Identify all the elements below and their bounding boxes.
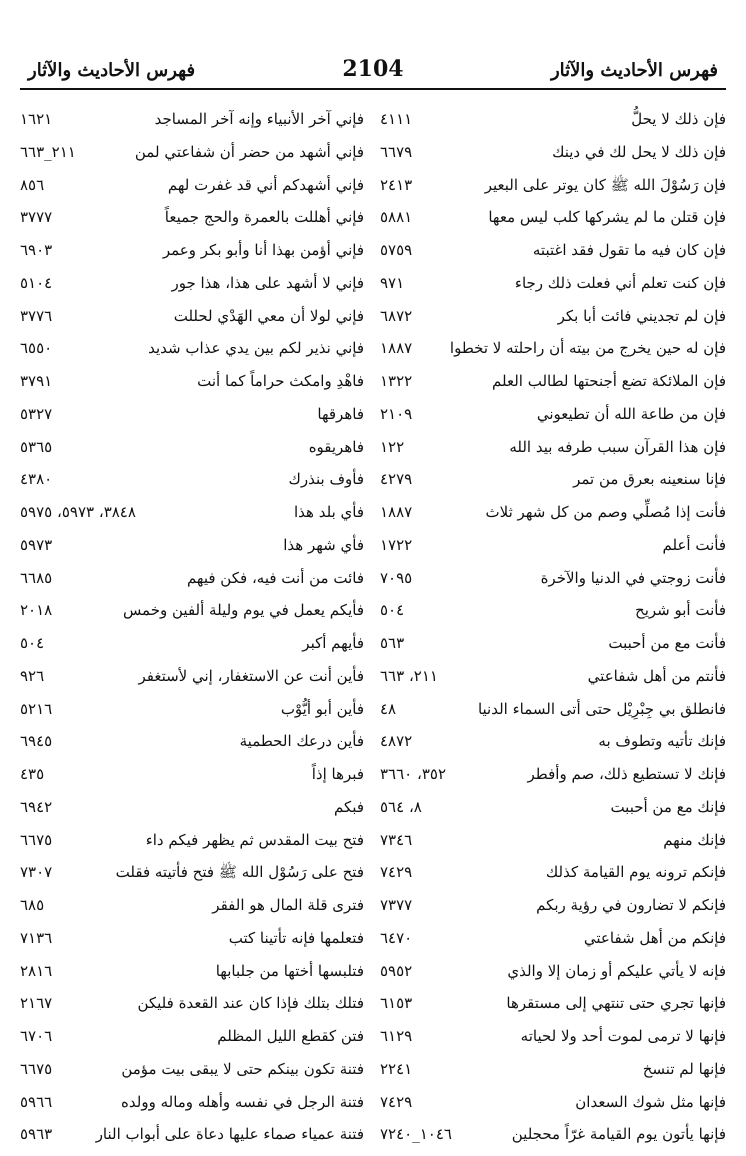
- right-hadith-number: ٦١٢٩: [380, 1027, 413, 1045]
- left-hadith-number: ٥٢١٦: [20, 699, 53, 718]
- header-title-right: فهرس الأحاديث والآثار: [550, 60, 718, 81]
- left-hadith-text: فأي بلد هذا: [294, 503, 364, 521]
- index-row: [20, 763, 726, 796]
- right-hadith-number: ٢٤١٣: [380, 175, 413, 194]
- left-hadith-text: فتح على رَسُوْل الله ﷺ فتح فأتيته فقلت: [115, 863, 364, 882]
- left-hadith-number: ٣٨٤٨، ٥٩٧٣، ٥٩٧٥: [20, 503, 136, 521]
- right-hadith-text: فأنتم من أهل شفاعتي: [587, 666, 726, 685]
- page-header: [20, 54, 726, 90]
- left-hadith-text: فترى قلة المال هو الفقر: [212, 896, 364, 914]
- left-hadith-text: فبكم: [334, 797, 364, 816]
- right-hadith-number: ٥٠٤: [380, 601, 405, 620]
- right-hadith-text: فإنكم ترونه يوم القيامة كذلك: [545, 863, 726, 882]
- right-hadith-text: فإنكم من أهل شفاعتي: [583, 928, 726, 947]
- right-hadith-text: فإنه لا يأتي عليكم أو زمان إلا والذي: [507, 961, 726, 980]
- right-hadith-text: فأنت زوجتي في الدنيا والآخرة: [540, 568, 726, 587]
- right-hadith-number: ٧٣٤٦: [380, 830, 413, 849]
- right-hadith-text: فإنك مع من أحببت: [610, 797, 726, 816]
- right-hadith-text: فإنكم لا تضارون في رؤية ربكم: [536, 896, 726, 914]
- right-hadith-text: فإن ذلك لا يحل لك في دينك: [552, 142, 726, 161]
- left-hadith-number: ٦٨٥: [20, 896, 45, 914]
- left-hadith-text: فاهْدِ وامكث حراماً كما أنت: [197, 372, 364, 390]
- right-hadith-number: ١٢٢: [380, 437, 405, 456]
- right-hadith-number: ٣٥٢، ٣٦٦٠: [380, 765, 447, 783]
- right-hadith-text: فإن كان فيه ما تقول فقد اغتبته: [532, 241, 726, 259]
- right-hadith-text: فإنك منهم: [663, 830, 726, 849]
- index-row: [20, 861, 726, 894]
- right-hadith-number: ٧٤٢٩: [380, 1092, 413, 1111]
- left-hadith-number: ٢١٦٧: [20, 994, 53, 1013]
- left-hadith-text: فتلبسها أختها من جلبابها: [215, 961, 364, 980]
- left-hadith-text: فتنة الرجل في نفسه وأهله وماله وولده: [121, 1092, 364, 1111]
- index-row: [20, 1123, 726, 1156]
- right-hadith-number: ٧٠٩٥: [380, 568, 413, 587]
- right-hadith-text: فإن من طاعة الله أن تطيعوني: [536, 404, 726, 423]
- left-hadith-number: ٢٨١٦: [20, 961, 53, 980]
- right-hadith-number: ٤٨٧٢: [380, 732, 413, 751]
- left-hadith-number: ٥٣٢٧: [20, 404, 53, 423]
- left-hadith-text: فإني نذير لكم بين يدي عذاب شديد: [148, 339, 364, 358]
- index-row: [20, 1025, 726, 1058]
- left-hadith-text: فتن كقطع الليل المظلم: [217, 1027, 364, 1045]
- right-hadith-number: ٥٧٥٩: [380, 241, 413, 259]
- right-hadith-text: فإن هذا القرآن سبب طرفه بيد الله: [509, 437, 726, 456]
- left-hadith-number: ٩٢٦: [20, 666, 45, 685]
- right-hadith-number: ١٨٨٧: [380, 339, 413, 358]
- left-hadith-text: فإني أؤمن بهذا أنا وأبو بكر وعمر: [162, 241, 364, 259]
- right-hadith-text: فإنها تجري حتى تنتهي إلى مستقرها: [506, 994, 726, 1013]
- index-row: [20, 239, 726, 272]
- index-row: [20, 174, 726, 207]
- left-hadith-number: ٤٣٨٠: [20, 470, 53, 489]
- index-row: [20, 468, 726, 501]
- page-number: 2104: [342, 56, 404, 82]
- right-hadith-text: فإن له حين يخرج من بيته أن راحلته لا تخطوا: [449, 339, 726, 358]
- index-row: [20, 960, 726, 993]
- right-hadith-number: ٢١١، ٦٦٣: [380, 666, 438, 685]
- left-hadith-number: ٣٧٧٧: [20, 208, 53, 227]
- left-hadith-text: فاهريقوه: [308, 437, 364, 456]
- index-row: [20, 272, 726, 305]
- left-hadith-text: فإني أهللت بالعمرة والحج جميعاً: [164, 208, 364, 227]
- left-hadith-text: فإني لا أشهد على هذا، هذا جور: [171, 273, 364, 292]
- left-hadith-number: ٦٦٨٥: [20, 568, 53, 587]
- left-hadith-number: ٥٣٦٥: [20, 437, 53, 456]
- right-hadith-text: فإنها مثل شوك السعدان: [575, 1092, 726, 1111]
- index-row: [20, 632, 726, 665]
- right-hadith-number: ١٨٨٧: [380, 503, 413, 521]
- right-hadith-number: ٩٧١: [380, 273, 405, 292]
- left-hadith-number: ٥١٠٤: [20, 273, 53, 292]
- left-hadith-text: فأوف بنذرك: [288, 470, 364, 489]
- right-hadith-number: ٤٢٧٩: [380, 470, 413, 489]
- left-hadith-text: فإني آخر الأنبياء وإنه آخر المساجد: [154, 110, 364, 128]
- index-row: [20, 927, 726, 960]
- right-hadith-number: ٢١٠٩: [380, 404, 413, 423]
- right-hadith-text: فإن كنت تعلم أني فعلت ذلك رجاء: [514, 273, 726, 292]
- left-hadith-number: ٦٥٥٠: [20, 339, 53, 358]
- index-row: [20, 436, 726, 469]
- left-hadith-number: ٦٩٤٥: [20, 732, 53, 751]
- left-hadith-text: فاهرقها: [317, 404, 364, 423]
- left-hadith-number: ٥٩٦٣: [20, 1125, 53, 1144]
- left-hadith-number: ٥٠٤: [20, 634, 45, 652]
- left-hadith-text: فتعلمها فإنه تأتينا كتب: [228, 928, 364, 947]
- left-hadith-text: فأين أنت عن الاستغفار، إني لأستغفر: [138, 666, 364, 685]
- left-hadith-text: فإني أشهد من حضر أن شفاعتي لمن: [134, 142, 364, 161]
- left-hadith-text: فتنة عمياء صماء عليها دعاة على أبواب النار: [95, 1125, 364, 1144]
- index-row: [20, 698, 726, 731]
- index-row: [20, 730, 726, 763]
- left-hadith-number: ٣٧٩١: [20, 372, 53, 390]
- index-row: [20, 796, 726, 829]
- right-hadith-number: ٧٤٢٩: [380, 863, 413, 882]
- header-title-left: فهرس الأحاديث والآثار: [28, 60, 196, 81]
- index-row: [20, 403, 726, 436]
- left-hadith-text: فبرها إذاً: [311, 765, 364, 783]
- right-hadith-text: فإنها لا ترمى لموت أحد ولا لحياته: [520, 1027, 726, 1045]
- right-hadith-number: ٦٦٧٩: [380, 142, 413, 161]
- right-hadith-number: ٦٤٧٠: [380, 928, 413, 947]
- index-row: [20, 305, 726, 338]
- left-hadith-text: فإني أشهدكم أني قد غفرت لهم: [167, 175, 364, 194]
- right-hadith-text: فإنها لم تنسخ: [642, 1059, 726, 1078]
- index-row: [20, 534, 726, 567]
- left-hadith-number: ٧٣٠٧: [20, 863, 53, 882]
- index-row: [20, 337, 726, 370]
- right-hadith-number: ٦٨٧٢: [380, 306, 413, 325]
- index-row: [20, 501, 726, 534]
- right-hadith-number: ٥٦٣: [380, 634, 405, 652]
- right-hadith-text: فإن قتلن ما لم يشركها كلب ليس معها: [488, 208, 726, 227]
- left-hadith-number: ٢١١_٦٦٣: [20, 142, 76, 161]
- right-hadith-number: ١٠٤٦_٧٢٤٠: [380, 1125, 452, 1144]
- right-hadith-text: فإن رَسُوْلَ الله ﷺ كان يوتر على البعير: [484, 175, 726, 194]
- right-hadith-number: ٦١٥٣: [380, 994, 413, 1013]
- index-row: [20, 567, 726, 600]
- right-hadith-text: فأنت أبو شريح: [635, 601, 726, 620]
- right-hadith-text: فأنت إذا مُصلِّي وصم من كل شهر ثلاث: [485, 503, 726, 521]
- index-row: [20, 108, 726, 141]
- right-hadith-text: فإن ذلك لا يحلُّ: [631, 110, 726, 128]
- index-row: [20, 206, 726, 239]
- left-hadith-text: فائت من أنت فيه، فكن فيهم: [186, 568, 364, 587]
- left-hadith-number: ٦٩٤٢: [20, 797, 53, 816]
- right-hadith-number: ٥٩٥٢: [380, 961, 413, 980]
- left-hadith-text: فإني لولا أن معي الهَدْي لحللت: [173, 306, 364, 325]
- left-hadith-number: ٢٠١٨: [20, 601, 53, 620]
- right-hadith-number: ٢٢٤١: [380, 1059, 413, 1078]
- index-row: [20, 829, 726, 862]
- right-hadith-number: ٤٨: [380, 699, 397, 718]
- left-hadith-number: ٤٣٥: [20, 765, 45, 783]
- index-row: [20, 894, 726, 927]
- index-row: [20, 1091, 726, 1124]
- right-hadith-text: فإنك لا تستطيع ذلك، صم وأفطر: [527, 765, 726, 783]
- index-row: [20, 599, 726, 632]
- right-hadith-text: فإنك تأتيه وتطوف به: [598, 732, 726, 751]
- index-row: [20, 141, 726, 174]
- left-hadith-text: فأيهم أكبر: [302, 634, 364, 652]
- left-hadith-number: ٦٧٠٦: [20, 1027, 53, 1045]
- right-hadith-number: ٥٨٨١: [380, 208, 413, 227]
- left-hadith-text: فأي شهر هذا: [283, 535, 364, 554]
- left-hadith-text: فأين أبو أيُّوْب: [280, 699, 364, 718]
- left-hadith-number: ٨٥٦: [20, 175, 45, 194]
- left-hadith-text: فتلك بتلك فإذا كان عند القعدة فليكن: [137, 994, 364, 1013]
- right-hadith-number: ٤١١١: [380, 110, 413, 128]
- index-row: [20, 1058, 726, 1091]
- right-hadith-text: فإنها يأتون يوم القيامة غرّاً محجلين: [511, 1125, 726, 1144]
- left-hadith-number: ٦٦٧٥: [20, 830, 53, 849]
- right-hadith-text: فإن لم تجديني فائت أبا بكر: [557, 306, 726, 325]
- left-hadith-number: ٦٩٠٣: [20, 241, 53, 259]
- left-hadith-number: ٣٧٧٦: [20, 306, 53, 325]
- left-hadith-number: ٦٦٧٥: [20, 1059, 53, 1078]
- left-hadith-text: فأين درعك الحطمية: [239, 732, 364, 751]
- right-hadith-number: ٨، ٥٦٤: [380, 797, 422, 816]
- index-row: [20, 665, 726, 698]
- left-hadith-text: فتح بيت المقدس ثم يظهر فيكم داء: [145, 830, 364, 849]
- right-hadith-text: فإنا سنعينه بعرق من تمر: [573, 470, 726, 489]
- index-row: [20, 992, 726, 1025]
- left-hadith-number: ١٦٢١: [20, 110, 53, 128]
- right-hadith-text: فأنت مع من أحببت: [608, 634, 726, 652]
- right-hadith-text: فإن الملائكة تضع أجنحتها لطالب العلم: [492, 372, 726, 390]
- right-hadith-text: فانطلق بي جِبْرِيْل حتى أتى السماء الدنيا: [477, 699, 726, 718]
- left-hadith-number: ٥٩٦٦: [20, 1092, 53, 1111]
- left-hadith-text: فأيكم يعمل في يوم وليلة ألفين وخمس: [122, 601, 364, 620]
- left-hadith-number: ٧١٣٦: [20, 928, 53, 947]
- right-hadith-number: ٧٣٧٧: [380, 896, 413, 914]
- index-row: [20, 370, 726, 403]
- right-hadith-number: ١٧٢٢: [380, 535, 413, 554]
- right-hadith-number: ١٣٢٢: [380, 372, 413, 390]
- right-hadith-text: فأنت أعلم: [662, 535, 726, 554]
- left-hadith-text: فتنة تكون بينكم حتى لا يبقى بيت مؤمن: [121, 1059, 364, 1078]
- left-hadith-number: ٥٩٧٣: [20, 535, 53, 554]
